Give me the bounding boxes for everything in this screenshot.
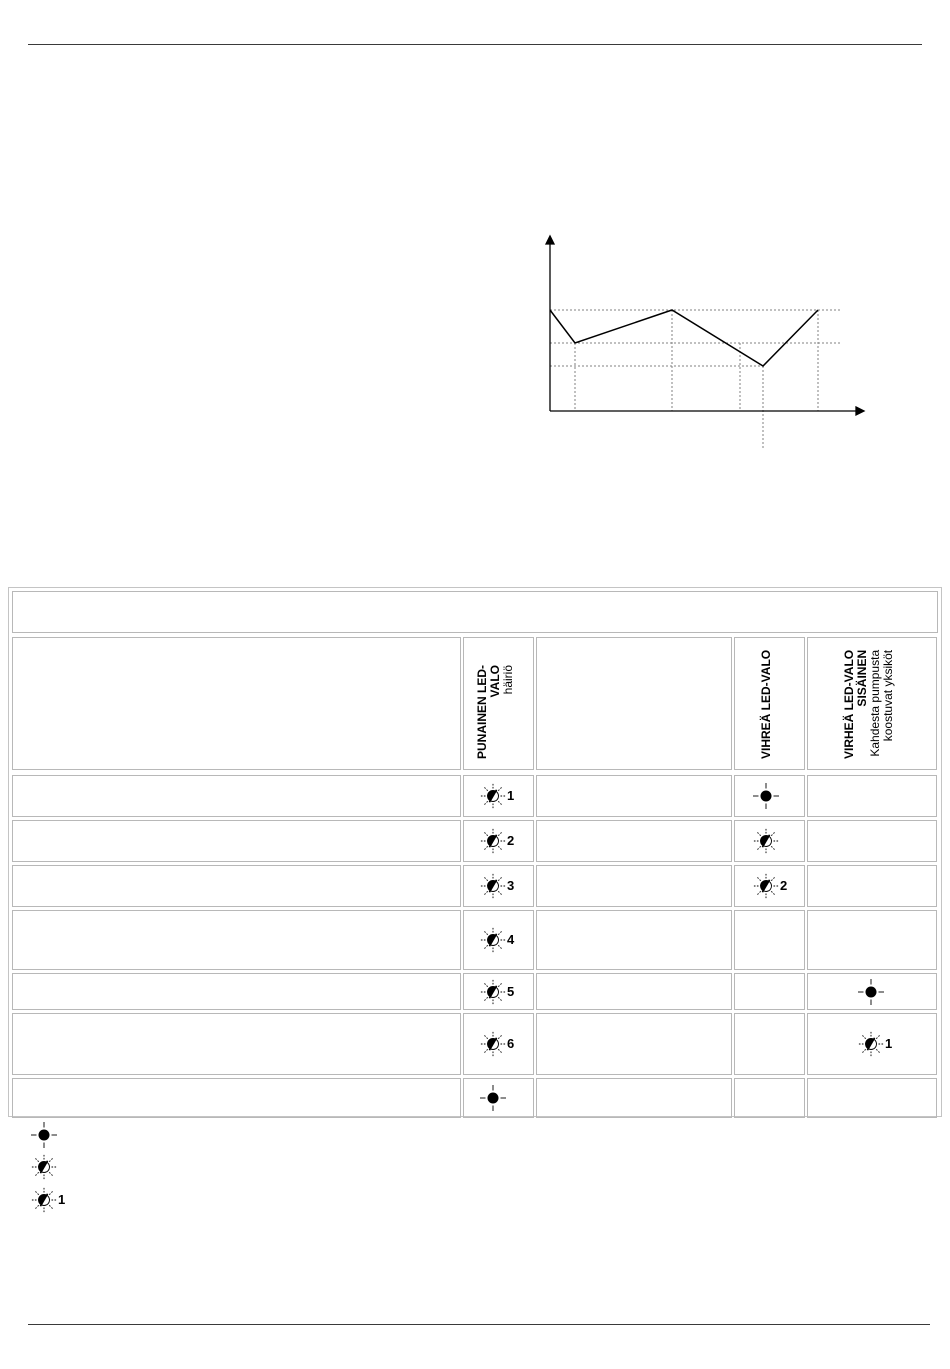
- header-cell-green_led: [734, 637, 805, 770]
- column-header-line: PUNAINEN LED-: [475, 664, 489, 759]
- red-led-indicator: [478, 1083, 508, 1118]
- blink-count: 6: [507, 1036, 515, 1051]
- led-blinking-icon: [478, 871, 508, 901]
- legend-item-blink: [29, 1185, 59, 1220]
- bottom-rule: [28, 1324, 930, 1325]
- green-led-indicator: [751, 826, 781, 861]
- column-header-line: Kahdesta pumpusta: [868, 649, 882, 757]
- column-header-red_led: [476, 665, 515, 759]
- row-6-green: [734, 1013, 805, 1075]
- green-led-indicator: [751, 781, 781, 816]
- led-on-icon: [29, 1120, 59, 1150]
- x-axis-arrow: [856, 407, 864, 415]
- table-title-cell: [12, 591, 938, 633]
- row-4-description: [12, 910, 461, 970]
- row-2-blank: [536, 820, 732, 862]
- row-6-blank: [536, 1013, 732, 1075]
- row-7-internal: [807, 1078, 937, 1118]
- led-blinking-icon: [478, 781, 508, 811]
- blink-count: 5: [507, 983, 515, 999]
- led-on-icon: [856, 977, 886, 1007]
- blink-count: 4: [507, 932, 515, 947]
- blink-count: 1: [885, 1036, 893, 1051]
- row-4-green: [734, 910, 805, 970]
- row-5-blank: [536, 973, 732, 1010]
- led-blinking-icon: [29, 1152, 59, 1182]
- row-1-internal: [807, 775, 937, 817]
- row-1-description: [12, 775, 461, 817]
- row-5-green: [734, 973, 805, 1010]
- row-3-description: [12, 865, 461, 907]
- column-header-line: häiriö: [501, 664, 515, 695]
- red-led-indicator: [478, 1029, 508, 1064]
- pressure-time-chart: [530, 228, 870, 458]
- row-7-blank: [536, 1078, 732, 1118]
- red-led-indicator: [478, 925, 508, 960]
- column-header-line: VALO: [488, 664, 502, 698]
- led-blinking-icon: [751, 871, 781, 901]
- row-4-blank: [536, 910, 732, 970]
- header-cell-blank: [536, 637, 732, 770]
- led-blinking-icon: [29, 1185, 59, 1215]
- led-blinking-icon: [478, 925, 508, 955]
- column-header-line: SISÄINEN: [855, 649, 869, 707]
- row-3-blank: [536, 865, 732, 907]
- row-2-description: [12, 820, 461, 862]
- column-header-green_led_internal: [843, 650, 895, 759]
- row-5-description: [12, 973, 461, 1010]
- row-1-blank: [536, 775, 732, 817]
- legend-item-on: [29, 1120, 59, 1155]
- y-axis-arrow: [546, 236, 554, 244]
- row-4-internal: [807, 910, 937, 970]
- chart-axes: [546, 236, 864, 415]
- led-blinking-icon: [751, 826, 781, 856]
- header-cell-red_led: [463, 637, 534, 770]
- column-header-green_led: [760, 650, 773, 759]
- header-cell-green_led_internal: [807, 637, 937, 770]
- blink-count: 1: [507, 788, 515, 803]
- blink-count: 2: [507, 833, 515, 848]
- top-rule: [28, 44, 922, 45]
- row-3-internal: [807, 865, 937, 907]
- led-blinking-icon: [856, 1029, 886, 1059]
- legend-item-blink: [29, 1152, 59, 1187]
- red-led-indicator: [478, 826, 508, 861]
- led-on-icon: [478, 1083, 508, 1113]
- blink-count: 3: [507, 878, 515, 893]
- red-led-indicator: [478, 871, 508, 906]
- internal-led-indicator: [856, 1029, 886, 1064]
- row-7-green: [734, 1078, 805, 1118]
- internal-led-indicator: [856, 977, 886, 1012]
- red-led-indicator: [478, 977, 508, 1012]
- led-blinking-icon: [478, 1029, 508, 1059]
- column-header-line: koostuvat yksiköt: [881, 649, 895, 742]
- led-blinking-icon: [478, 826, 508, 856]
- column-header-line: VIRHEÄ LED-VALO: [842, 649, 856, 759]
- blink-count: 1: [58, 1192, 66, 1207]
- column-header-line: VIHREÄ LED-VALO: [759, 649, 773, 759]
- led-on-icon: [751, 781, 781, 811]
- pressure-line: [550, 310, 818, 366]
- row-2-internal: [807, 820, 937, 862]
- blink-count: 2: [780, 878, 788, 893]
- row-6-description: [12, 1013, 461, 1075]
- led-blinking-icon: [478, 977, 508, 1007]
- row-7-description: [12, 1078, 461, 1118]
- green-led-indicator: [751, 871, 781, 906]
- header-cell-description: [12, 637, 461, 770]
- red-led-indicator: [478, 781, 508, 816]
